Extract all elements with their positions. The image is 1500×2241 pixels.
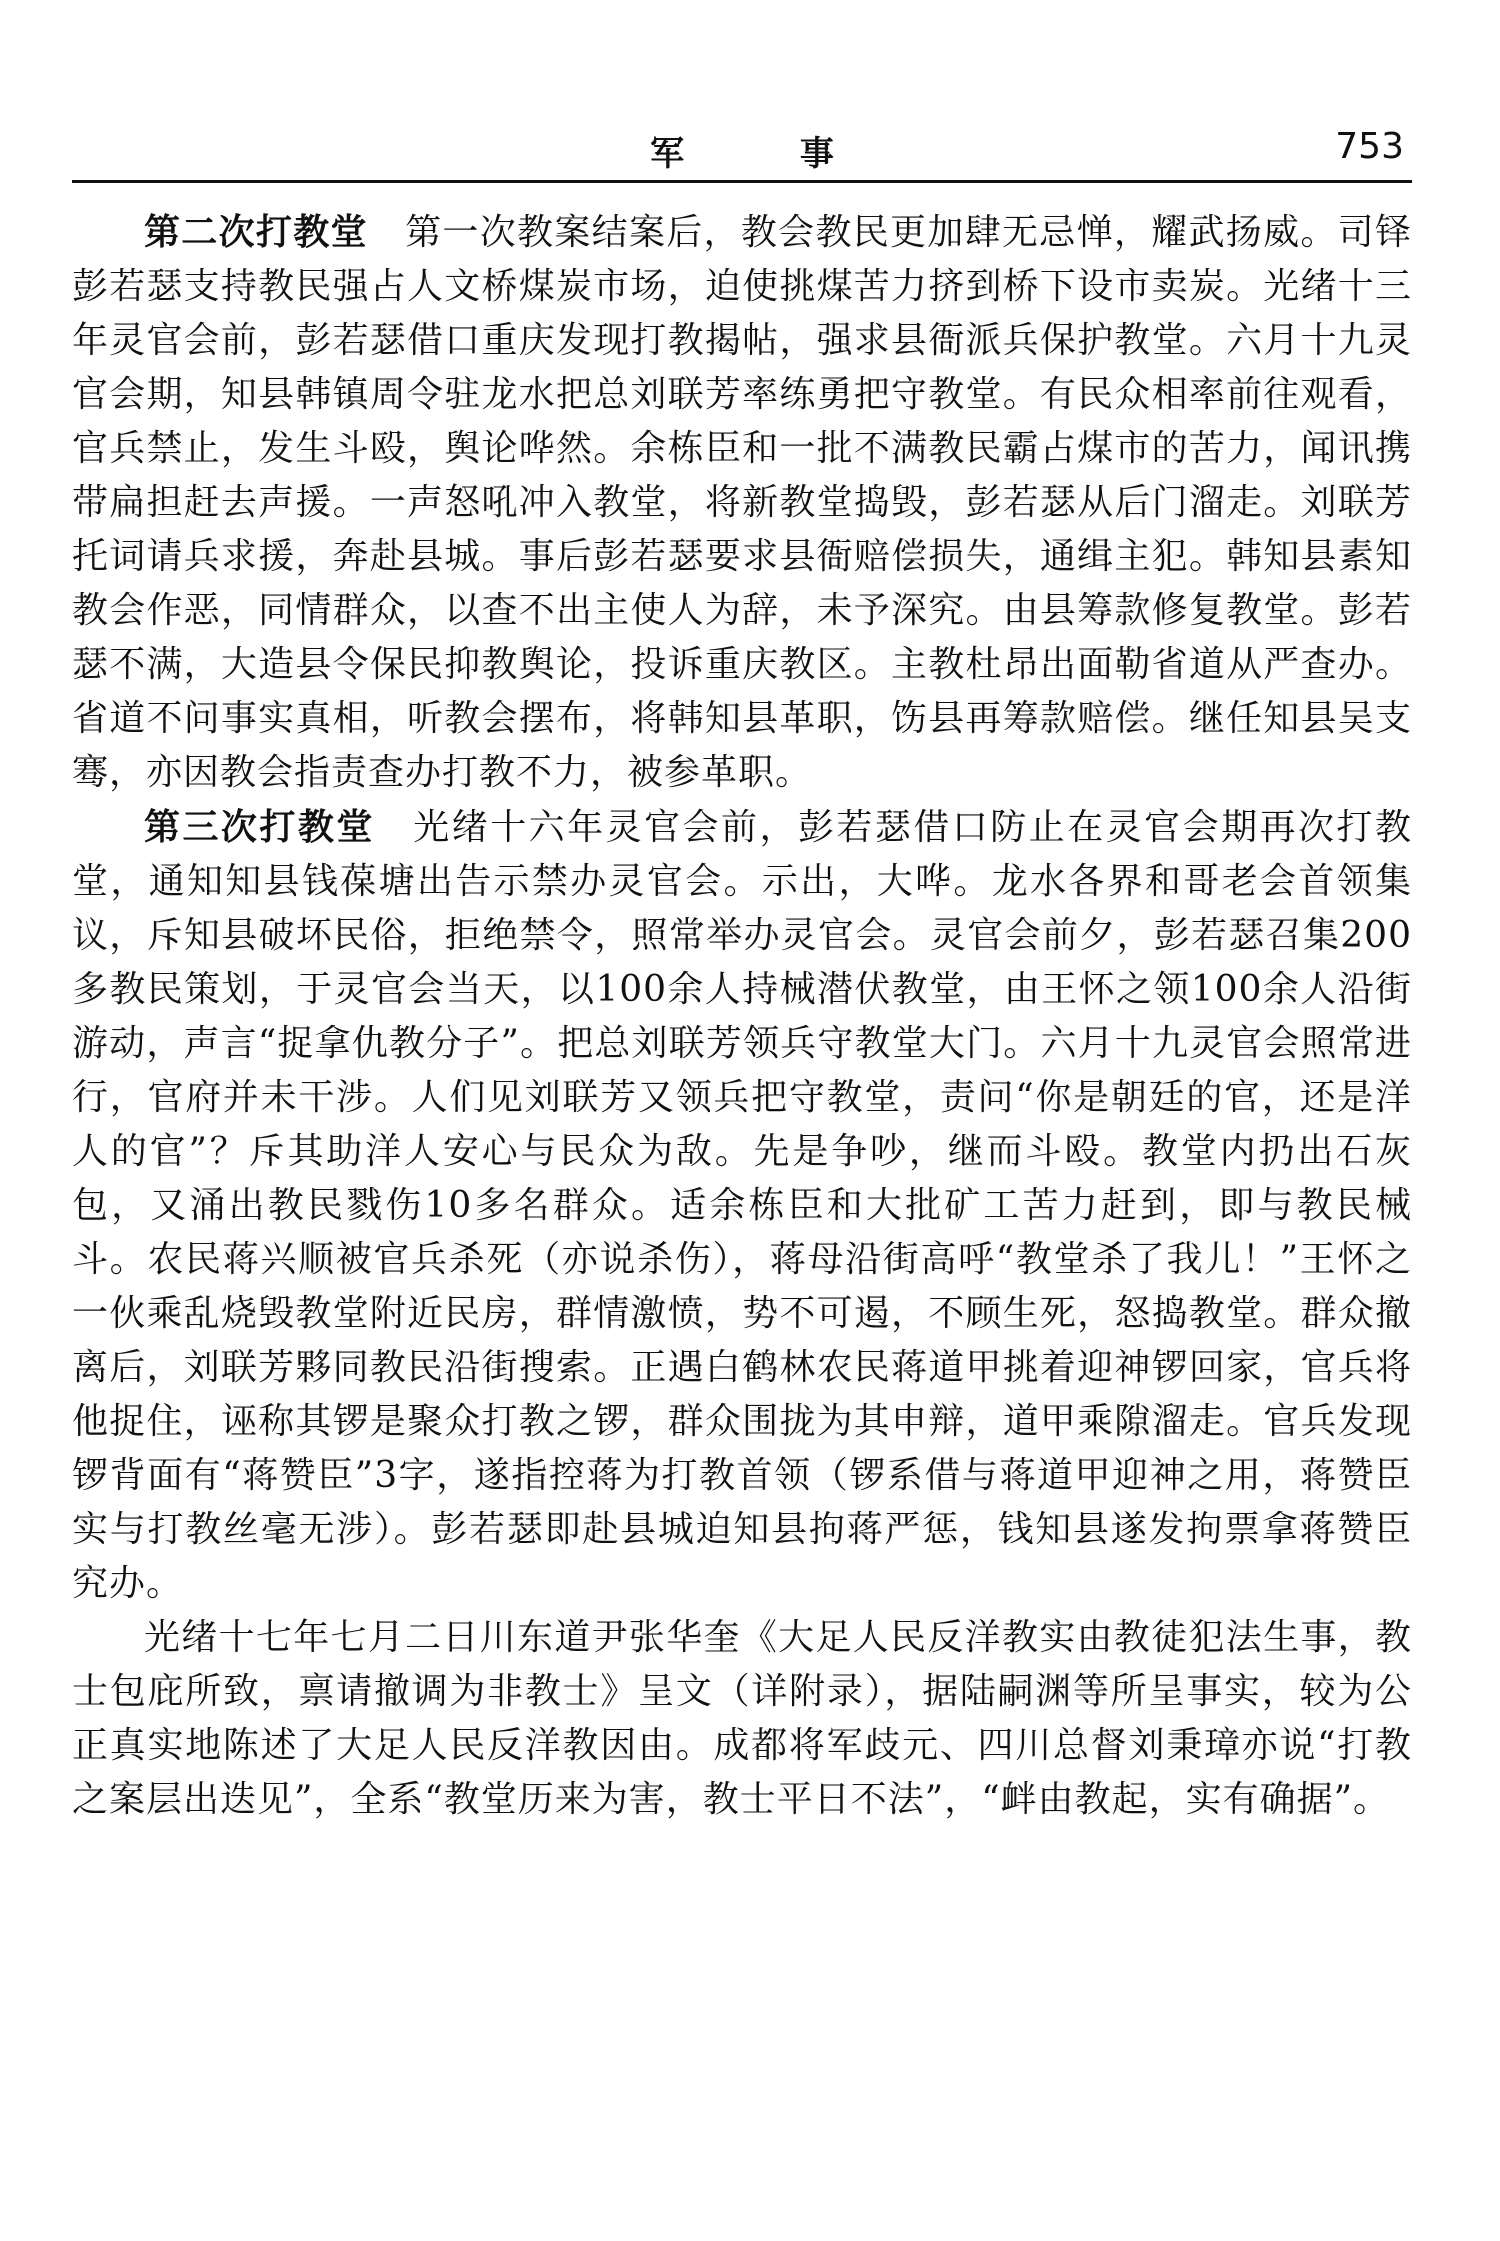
paragraph-second-church-attack (72, 205, 1412, 800)
body-text (72, 205, 1412, 1827)
paragraph-third-church-attack (72, 800, 1412, 1611)
paragraph-text: 光绪十七年七月二日川东道尹张华奎《大足人民反洋教实由教徒犯法生事，教士包庇所致，禀请撤调为非教士》呈文（详附录），据陆嗣渊等所呈事实，较为公正真实地陈述了大足人民反洋教因由。成都将军歧元、四川总督刘秉璋亦说“打教之案层出迭见”，全系“教堂历来为害，教士平日不法”，“衅由教起，实有确据”。 (72, 1617, 1412, 1820)
section-title: 军 事 (650, 134, 886, 174)
paragraph-memorial (72, 1611, 1412, 1827)
paragraph-lead: 第三次打教堂 (144, 806, 375, 848)
paragraph-text: 第一次教案结案后，教会教民更加肆无忌惮，耀武扬威。司铎彭若瑟支持教民强占人文桥煤炭市场，迫使挑煤苦力挤到桥下设市卖炭。光绪十三年灵官会前，彭若瑟借口重庆发现打教揭帖，强求县衙派兵保护教堂。六月十九灵官会期，知县韩镇周令驻龙水把总刘联芳率练勇把守教堂。有民众相率前往观看，官兵禁止，发生斗殴，舆论哗然。余栋臣和一批不满教民霸占煤市的苦力，闻讯携带扁担赶去声援。一声怒吼冲入教堂，将新教堂捣毁，彭若瑟从后门溜走。刘联芳托词请兵求援，奔赴县城。事后彭若瑟要求县衙赔偿损失，通缉主犯。韩知县素知教会作恶，同情群众，以查不出主使人为辞，未予深究。由县筹款修复教堂。彭若瑟不满，大造县令保民抑教舆论，投诉重庆教区。主教杜昂出面勒省道从严查办。省道不问事实真相，听教会摆布，将韩知县革职，饬县再筹款赔偿。继任知县吴支骞，亦因教会指责查办打教不力，被参革职。 (72, 212, 1412, 793)
running-header (72, 118, 1412, 183)
paragraph-lead: 第二次打教堂 (144, 211, 368, 253)
paragraph-text: 光绪十六年灵官会前，彭若瑟借口防止在灵官会期再次打教堂，通知知县钱葆塘出告示禁办灵官会。示出，大哗。龙水各界和哥老会首领集议，斥知县破坏民俗，拒绝禁令，照常举办灵官会。灵官会前夕，彭若瑟召集200多教民策划，于灵官会当天，以100余人持械潜伏教堂，由王怀之领100余人沿街游动，声言“捉拿仇教分子”。把总刘联芳领兵守教堂大门。六月十九灵官会照常进行，官府并未干涉。人们见刘联芳又领兵把守教堂，责问“你是朝廷的官，还是洋人的官”？斥其助洋人安心与民众为敌。先是争吵，继而斗殴。教堂内扔出石灰包，又涌出教民戮伤10多名群众。适余栋臣和大批矿工苦力赶到，即与教民械斗。农民蒋兴顺被官兵杀死（亦说杀伤），蒋母沿街高呼“教堂杀了我儿！”王怀之一伙乘乱烧毁教堂附近民房，群情激愤，势不可遏，不顾生死，怒捣教堂。群众撤离后，刘联芳夥同教民沿街搜索。正遇白鹤林农民蒋道甲挑着迎神锣回家，官兵将他捉住，诬称其锣是聚众打教之锣，群众围拢为其申辩，道甲乘隙溜走。官兵发现锣背面有“蒋赞臣”3字，遂指控蒋为打教首领（锣系借与蒋道甲迎神之用，蒋赞臣实与打教丝毫无涉）。彭若瑟即赴县城迫知县拘蒋严惩，钱知县遂发拘票拿蒋赞臣究办。 (72, 807, 1412, 1604)
page-number: 753 (1335, 126, 1404, 167)
